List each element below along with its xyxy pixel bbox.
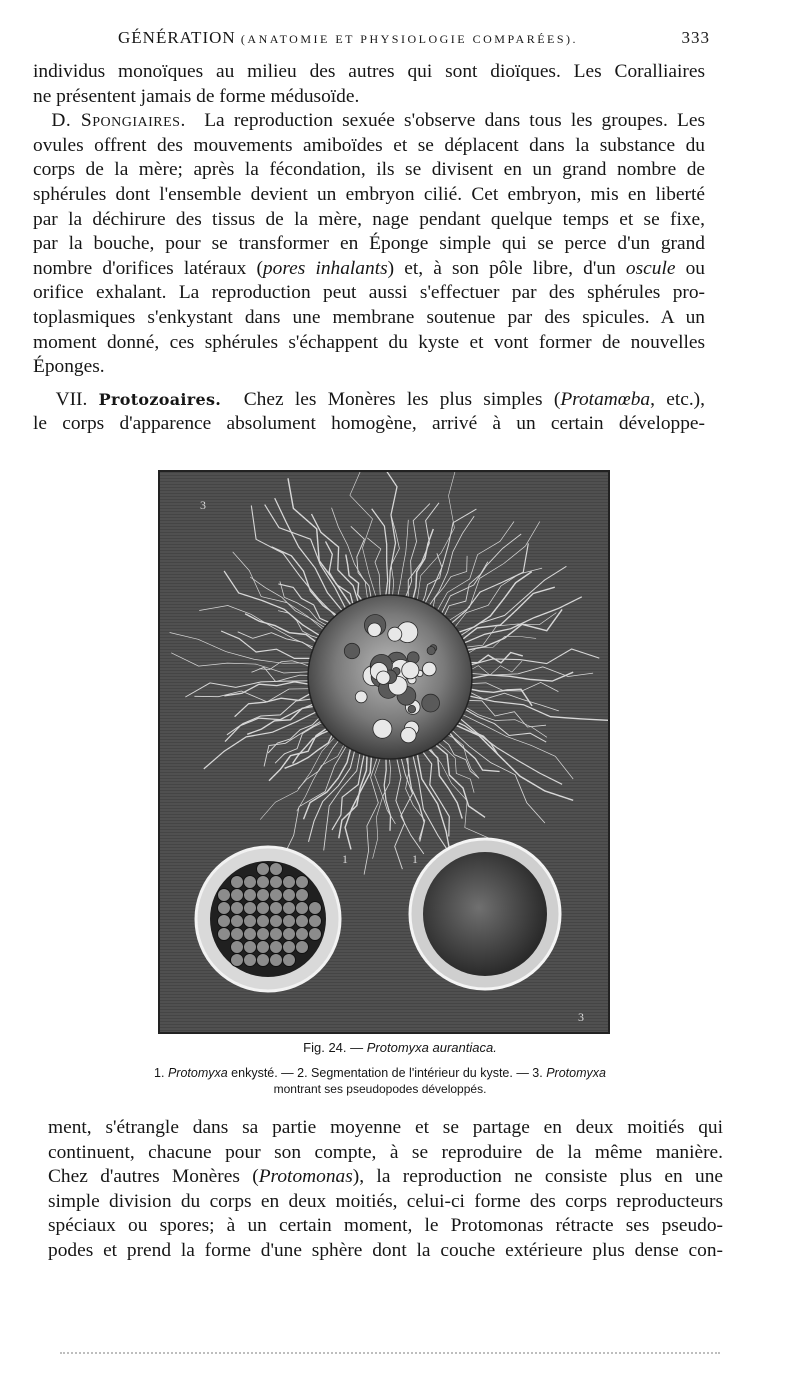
segment-cell (283, 954, 296, 967)
figure-caption-line: 1. Protomyxa enkysté. — 2. Segmentation de l'intérieur du kyste. — 3. Protomyxa (154, 1066, 606, 1080)
figure-label: 1 (412, 852, 418, 866)
segment-cell (231, 889, 244, 902)
segment-cell (257, 928, 270, 941)
text-line: corps de la mère; après la fécondation, ils se divisent en un grand nombre de (33, 159, 705, 181)
granule (422, 694, 440, 712)
segment-cell (244, 954, 257, 967)
segment-cell (270, 876, 283, 889)
segment-cell (270, 941, 283, 954)
segment-cell (257, 915, 270, 928)
granule (373, 719, 392, 738)
figure-caption-title: Fig. 24. — Protomyxa aurantiaca. (303, 1040, 497, 1055)
text-line: le corps d'apparence absolument homogène, arrivé à un certain développe- (33, 413, 705, 435)
segment-cell (296, 876, 309, 889)
figure-engraving (158, 470, 610, 1034)
segment-cell (231, 915, 244, 928)
segment-cell (283, 902, 296, 915)
granule (377, 671, 390, 684)
text-block-bottom (48, 1116, 723, 1264)
text-line: par la déchirure des tissus de la mère, nage pendant quelque temps et se fixe, (33, 208, 705, 230)
text-line: toplasmiques s'enkystant dans une membrane soutenue par des spicules. A un (33, 306, 705, 328)
text-line: Éponges. (33, 356, 105, 378)
segment-cell (244, 902, 257, 915)
segment-cell (257, 941, 270, 954)
segment-cell (231, 902, 244, 915)
segment-cell (257, 902, 270, 915)
running-header (118, 28, 710, 54)
segment-cell (257, 863, 270, 876)
segment-cell (244, 941, 257, 954)
segment-cell (270, 863, 283, 876)
segment-cell (296, 941, 309, 954)
segment-cell (309, 902, 322, 915)
segment-cell (231, 954, 244, 967)
segment-cell (257, 876, 270, 889)
figure-label: 1 (342, 852, 348, 866)
granule (355, 691, 367, 703)
header-title (118, 28, 578, 48)
segment-cell (270, 915, 283, 928)
text-block-top (33, 60, 705, 437)
segment-cell (309, 915, 322, 928)
segment-cell (244, 889, 257, 902)
cyst-encysted-interior (423, 852, 547, 976)
segment-cell (257, 954, 270, 967)
segment-cell (309, 928, 322, 941)
header-title-sub: (ANATOMIE ET PHYSIOLOGIE COMPARÉES). (240, 32, 579, 46)
scan-artifact (60, 1352, 720, 1358)
segment-cell (283, 915, 296, 928)
text-line: ment, s'étrangle dans sa partie moyenne et se partage en deux moitiés qui (48, 1117, 723, 1138)
segment-cell (218, 928, 231, 941)
figure-label: 3 (200, 498, 206, 512)
segment-cell (218, 889, 231, 902)
segment-cell (296, 915, 309, 928)
segment-cell (231, 941, 244, 954)
text-line: individus monoïques au milieu des autres qui sont dioïques. Les Coralliaires (33, 61, 705, 82)
text-line: par la bouche, pour se transformer en Éponge simple qui se perce d'un grand (33, 233, 705, 255)
engraving-illustration (160, 472, 608, 1032)
text-line: continuent, chacune pour son compte, à se reproduire de la même manière. (48, 1141, 723, 1163)
text-line: orifice exhalant. La reproduction peut aussi s'effectuer par des sphérules pro- (33, 282, 705, 304)
text-line: moment donné, ces sphérules s'échappent du kyste et vont former de nouvelles (33, 331, 705, 353)
segment-cell (257, 889, 270, 902)
figure-caption-line: montrant ses pseudopodes développés. (273, 1082, 487, 1096)
text-line: VII. Protozoaires. Chez les Monères les plus simples (Protamœba, etc.), (55, 388, 705, 410)
text-line: D. Spongiaires. La reproduction sexuée s'observe dans tous les groupes. Les (51, 110, 705, 132)
segment-cell (231, 928, 244, 941)
segment-cell (283, 889, 296, 902)
text-line: ne présentent jamais de forme médusoïde. (33, 85, 360, 107)
segment-cell (244, 915, 257, 928)
figure-label: 3 (578, 1010, 584, 1024)
segment-cell (270, 928, 283, 941)
text-line: simple division du corps en deux moitiés, celui-ci forme des corps reproducteurs (48, 1190, 723, 1212)
segment-cell (218, 915, 231, 928)
granule (423, 662, 437, 676)
segment-cell (270, 902, 283, 915)
section-label-protozoaires: Protozoaires. (98, 389, 222, 409)
segment-cell (283, 941, 296, 954)
segment-cell (270, 889, 283, 902)
granule (344, 643, 359, 658)
segment-cell (296, 889, 309, 902)
segment-cell (296, 928, 309, 941)
segment-cell (283, 876, 296, 889)
granule (368, 623, 382, 637)
segment-cell (244, 928, 257, 941)
section-number: VII. (55, 388, 88, 410)
granule (402, 662, 419, 679)
segment-cell (231, 876, 244, 889)
segment-cell (296, 902, 309, 915)
granule (388, 627, 402, 641)
text-line: ovules offrent des mouvements amiboïdes et se déplacent dans la substance du (33, 134, 705, 156)
segment-cell (218, 902, 231, 915)
header-title-main: GÉNÉRATION (118, 28, 236, 47)
segment-cell (270, 954, 283, 967)
granule (401, 727, 416, 742)
section-label-spongiaires: D. Spongiaires. (51, 110, 186, 132)
page-number: 333 (681, 28, 710, 47)
text-line: nombre d'orifices latéraux (pores inhalants) et, à son pôle libre, d'un oscule ou (33, 257, 705, 279)
text-line: spéciaux ou spores; à un certain moment, le Protomonas rétracte ses pseudo- (48, 1215, 723, 1237)
text-line: sphérules dont l'ensemble devient un embryon cilié. Cet embryon, mis en liberté (33, 183, 705, 205)
granule (408, 705, 416, 713)
segment-cell (244, 876, 257, 889)
segment-cell (283, 928, 296, 941)
text-line: Chez d'autres Monères (Protomonas), la reproduction ne consiste plus en une (48, 1166, 723, 1188)
text-line: podes et prend la forme d'une sphère dont la couche extérieure plus dense con- (48, 1239, 723, 1261)
granule (427, 647, 435, 655)
